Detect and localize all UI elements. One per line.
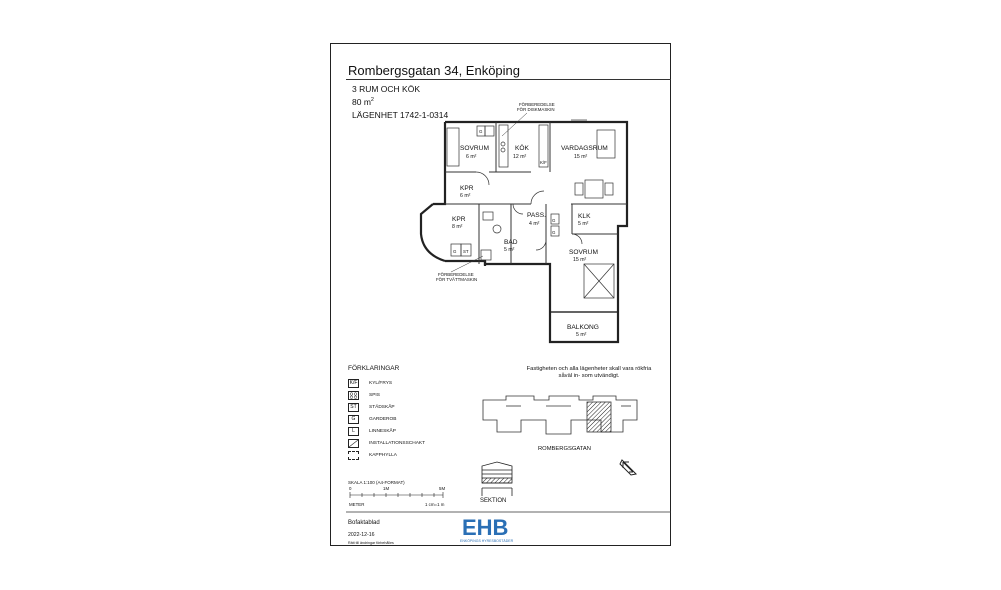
rights-notice: Rätt till ändringar förbehålles [348,541,394,545]
apartment-number: LÄGENHET 1742-1-0314 [352,110,449,120]
room-klk-name: KLK [578,213,591,220]
marker-g-2: G [453,249,457,254]
room-pass-area: 4 m² [529,221,540,227]
room-sovrum-1-area: 6 m² [466,154,477,160]
stove-icon [348,391,359,400]
marker-st: ST [463,249,469,254]
apartment-location-marker [587,402,611,432]
room-kok-area: 12 m² [513,154,527,160]
area-value: 80 m [352,97,371,107]
legend-item-kylfrys [348,377,478,389]
room-kpr-1-name: KPR [460,185,474,192]
document-type: Bofaktablad [348,520,380,526]
note-tvatt-leader [451,256,483,272]
company-logo [460,515,514,543]
legend-label-spis: SPIS [369,392,380,398]
marker-g-3: G [552,218,556,223]
scale-title: SKALA 1:100 (A4-FORMAT) [348,480,405,485]
logo-company-name: ENKÖPINGS HYRESBOSTÄDER [460,539,514,543]
legend-item-spis [348,389,478,401]
legend-symbol-st: ST [348,403,359,412]
room-sovrum-2-name: SOVRUM [569,249,598,256]
room-kpr-2-name: KPR [452,216,466,223]
smoke-free-notice: Fastigheten och alla lägenheter skall vara rökfria såväl in- som utvändigt. [526,366,652,379]
room-kpr-2-area: 8 m² [452,224,463,230]
legend-item-kapphylla [348,449,478,461]
area-unit-sup: 2 [370,97,374,104]
legend-item-stadskap [348,401,478,413]
room-labels [452,144,608,338]
legend-label-installationsschakt: INSTALLATIONSSCHAKT [369,440,426,446]
legend-symbol-l: L [348,427,359,436]
room-kok-name: KÖK [515,145,529,152]
room-count: 3 RUM OCH KÖK [352,84,421,94]
scale-tick-1m: 1M [383,486,390,491]
marker-kf: K/F [540,160,547,165]
room-balkong-name: BALKONG [567,324,599,331]
note-tvatt-line1: FÖRBEREDELSE [438,272,474,277]
room-balkong-area: 5 m² [576,332,587,338]
room-sovrum-1-name: SOVRUM [460,145,489,152]
room-bad-area: 5 m² [504,247,515,253]
street-name: ROMBERGSGATAN [538,446,591,452]
logo-letters: EHB [462,515,509,540]
legend-symbol-g: G [348,415,359,424]
legend-symbol-kf: K/F [349,380,358,386]
scale-unit-right: 1 cm=1 m [425,502,445,507]
section-drawing [482,462,512,496]
legend [348,365,478,461]
legend-label-kylfrys: KYL/FRYS [369,380,393,386]
note-disk-line2: FÖR DISKMASKIN [517,107,555,112]
marker-g-1: G [479,129,483,134]
installation-notes [436,102,555,282]
scale-tick-5m: 5M [439,486,446,491]
legend-label-garderob: GARDEROB [369,416,397,422]
marker-g-4: G [552,230,556,235]
room-pass-name: PASS. [527,212,546,219]
legend-label-kapphylla: KAPPHYLLA [369,452,397,458]
scale-bar [350,492,443,498]
room-bad-name: BAD [504,239,518,246]
floor-plan-sheet [330,43,671,546]
document-date: 2022-12-16 [348,532,375,538]
legend-label-stadskap: STÄDSKÅP [369,404,395,410]
coat-shelf-icon [348,451,359,460]
north-arrow-icon [620,460,636,475]
note-disk-leader [502,113,527,136]
room-vardagsrum-name: VARDAGSRUM [561,145,608,152]
site-plan [483,396,637,434]
address-title: Rombergsgatan 34, Enköping [348,63,521,78]
apartment-floor-plan [331,44,672,547]
legend-title: FÖRKLARINGAR [348,365,400,372]
legend-item-garderob [348,413,478,425]
legend-label-linneskap: LINNESKÅP [369,428,396,434]
note-tvatt-line2: FÖR TVÄTTMASKIN [436,277,478,282]
room-vardagsrum-area: 15 m² [574,154,588,160]
room-klk-area: 5 m² [578,221,589,227]
shaft-icon [348,439,359,448]
note-disk-line1: FÖRBEREDELSE [519,102,555,107]
room-sovrum-2-area: 15 m² [573,257,587,263]
scale-unit-left: METER [349,502,365,507]
legend-item-linneskap [348,425,478,437]
room-kpr-1-area: 6 m² [460,193,471,199]
section-label: SEKTION [480,498,507,504]
legend-item-installationsschakt [348,437,478,449]
scale-tick-0: 0 [349,486,352,491]
